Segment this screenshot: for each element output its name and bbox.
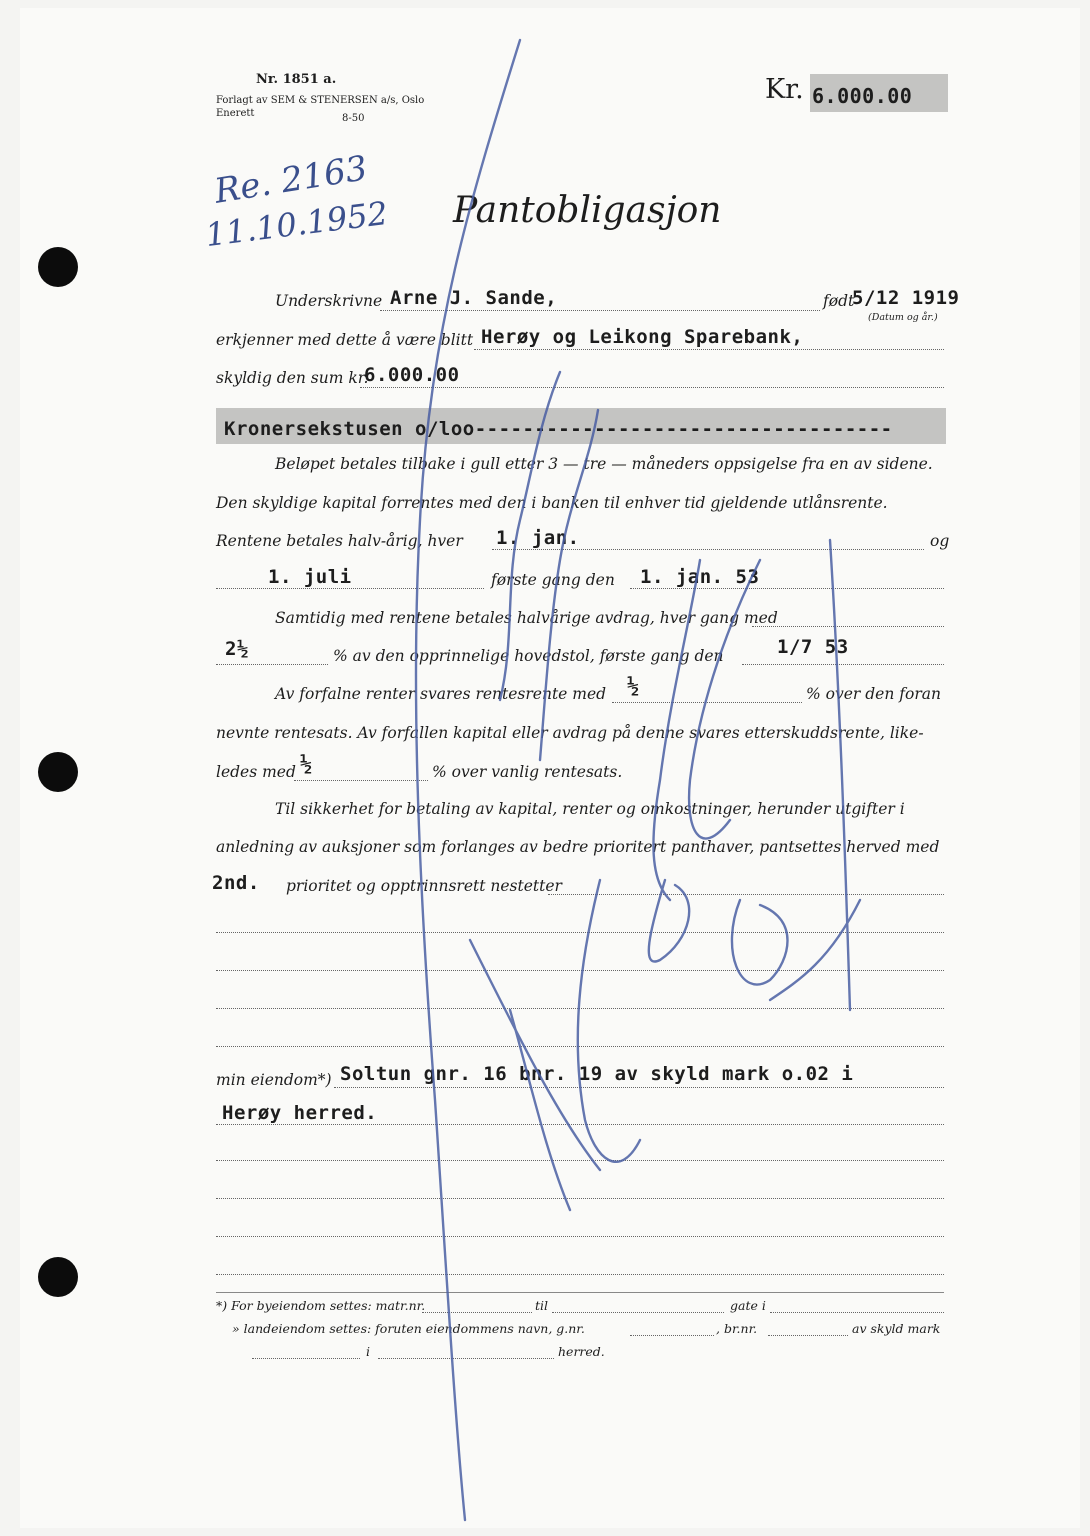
dotted-line (378, 1358, 554, 1359)
footnote-gate: gate i (730, 1298, 766, 1313)
dotted-line (360, 387, 944, 388)
underskrivne-label: Underskrivne (275, 292, 383, 310)
footnote-landeiendom: » landeiendom settes: foruten eiendommens navn, g.nr. (232, 1321, 585, 1336)
dotted-line (380, 310, 820, 311)
blank-line (216, 1008, 944, 1009)
rentesrente-end: % over den foran (806, 685, 941, 703)
dotted-line (752, 626, 944, 627)
avdrag-percent: 2½ (225, 638, 249, 660)
dotted-line (630, 1335, 714, 1336)
blank-line (216, 1236, 944, 1237)
erkjenner-label: erkjenner med dette å være blitt (216, 331, 474, 349)
footnote-i: i (366, 1344, 370, 1359)
dotted-line (216, 1124, 944, 1125)
dotted-line (770, 1312, 944, 1313)
min-eiendom-value2: Herøy herred. (222, 1102, 378, 1124)
avdrag-label: % av den opprinnelige hovedstol, første gang den (333, 647, 724, 665)
forste-gang-label: første gang den (491, 571, 615, 589)
prioritet-label: prioritet og opptrinnsrett nestetter (286, 877, 562, 895)
body-line: Til sikkerhet for betaling av kapital, renter og omkostninger, herunder utgifter i (275, 800, 905, 818)
blank-line (216, 1198, 944, 1199)
fodt-label: født (823, 292, 855, 310)
dotted-line (630, 588, 944, 589)
punch-hole (38, 752, 78, 792)
dotted-line (216, 588, 484, 589)
sum-words: Kronersekstusen o/loo----------------------------------- (224, 418, 893, 440)
fodt-value: 5/12 1919 (852, 287, 960, 309)
footnote-skyld: av skyld mark (852, 1321, 941, 1336)
dotted-line (768, 1335, 848, 1336)
handwritten-date: 11.10.1952 (203, 193, 390, 255)
footnote-rule (216, 1292, 944, 1293)
min-eiendom-value: Soltun gnr. 16 bnr. 19 av skyld mark o.02 i (340, 1063, 854, 1085)
ledes-end: % over vanlig rentesats. (432, 763, 623, 781)
ledes-value: ½ (300, 752, 313, 776)
rentene-label: Rentene betales halv-årig, hver (216, 532, 463, 550)
blank-line (216, 970, 944, 971)
rentene-og: og (930, 532, 950, 550)
dotted-line (422, 1312, 532, 1313)
rentesrente-label: Av forfalne renter svares rentesrente med (275, 685, 607, 703)
rentene-value: 1. jan. (496, 527, 580, 549)
skyldig-label: skyldig den sum kr. (216, 369, 369, 387)
blank-line (216, 1046, 944, 1047)
skyldig-value: 6.000.00 (364, 364, 460, 386)
underskrivne-value: Arne J. Sande, (390, 287, 558, 309)
body-line: Samtidig med rentene betales halvårige avdrag, hver gang med (275, 609, 778, 627)
fodt-note: (Datum og år.) (868, 312, 938, 323)
prioritet-value: 2nd. (212, 872, 260, 894)
form-number: Nr. 1851 a. (256, 72, 337, 87)
punch-hole (38, 1257, 78, 1297)
publisher-line: Forlagt av SEM & STENERSEN a/s, Oslo (216, 95, 425, 106)
dotted-line (216, 664, 328, 665)
dotted-line (334, 1087, 944, 1088)
ledes-label: ledes med (216, 763, 296, 781)
second-term-value: 1. juli (268, 566, 352, 588)
dotted-line (252, 1358, 360, 1359)
dotted-line (612, 702, 802, 703)
amount-label: Kr. (765, 74, 804, 105)
dotted-line (492, 549, 924, 550)
dotted-line (742, 664, 944, 665)
avdrag-date: 1/7 53 (777, 636, 849, 658)
amount-value: 6.000.00 (812, 84, 913, 108)
dotted-line (552, 1312, 724, 1313)
publisher-code: 8-50 (342, 113, 365, 124)
rentesrente-value: ½ (627, 674, 640, 698)
body-line: Beløpet betales tilbake i gull etter 3 — tre — måneders oppsigelse fra en av sidene. (275, 455, 933, 473)
min-eiendom-label: min eiendom*) (216, 1071, 332, 1089)
footnote-til: til (535, 1298, 549, 1313)
erkjenner-value: Herøy og Leikong Sparebank, (481, 326, 804, 348)
handwritten-ref: Re. 2163 (211, 148, 371, 212)
footnote-herred: herred. (558, 1344, 605, 1359)
document-title: Pantobligasjon (453, 190, 722, 231)
blank-line (216, 1160, 944, 1161)
publisher-enerett: Enerett (216, 108, 255, 119)
forste-gang-value: 1. jan. 53 (640, 566, 760, 588)
blank-line (216, 1274, 944, 1275)
dotted-line (548, 894, 944, 895)
dotted-line (474, 349, 944, 350)
body-line: nevnte rentesats. Av forfallen kapital eller avdrag på denne svares etterskuddsrente, like- (216, 724, 924, 742)
footnote-byeiendom: *) For byeiendom settes: matr.nr. (216, 1298, 426, 1313)
body-line: anledning av auksjoner som forlanges av bedre prioritert panthaver, pantsettes herved med (216, 838, 940, 856)
blank-line (216, 932, 944, 933)
punch-hole (38, 247, 78, 287)
footnote-brnr: , br.nr. (716, 1321, 758, 1336)
body-line: Den skyldige kapital forrentes med den i banken til enhver tid gjeldende utlånsrente. (216, 494, 888, 512)
dotted-line (294, 780, 428, 781)
